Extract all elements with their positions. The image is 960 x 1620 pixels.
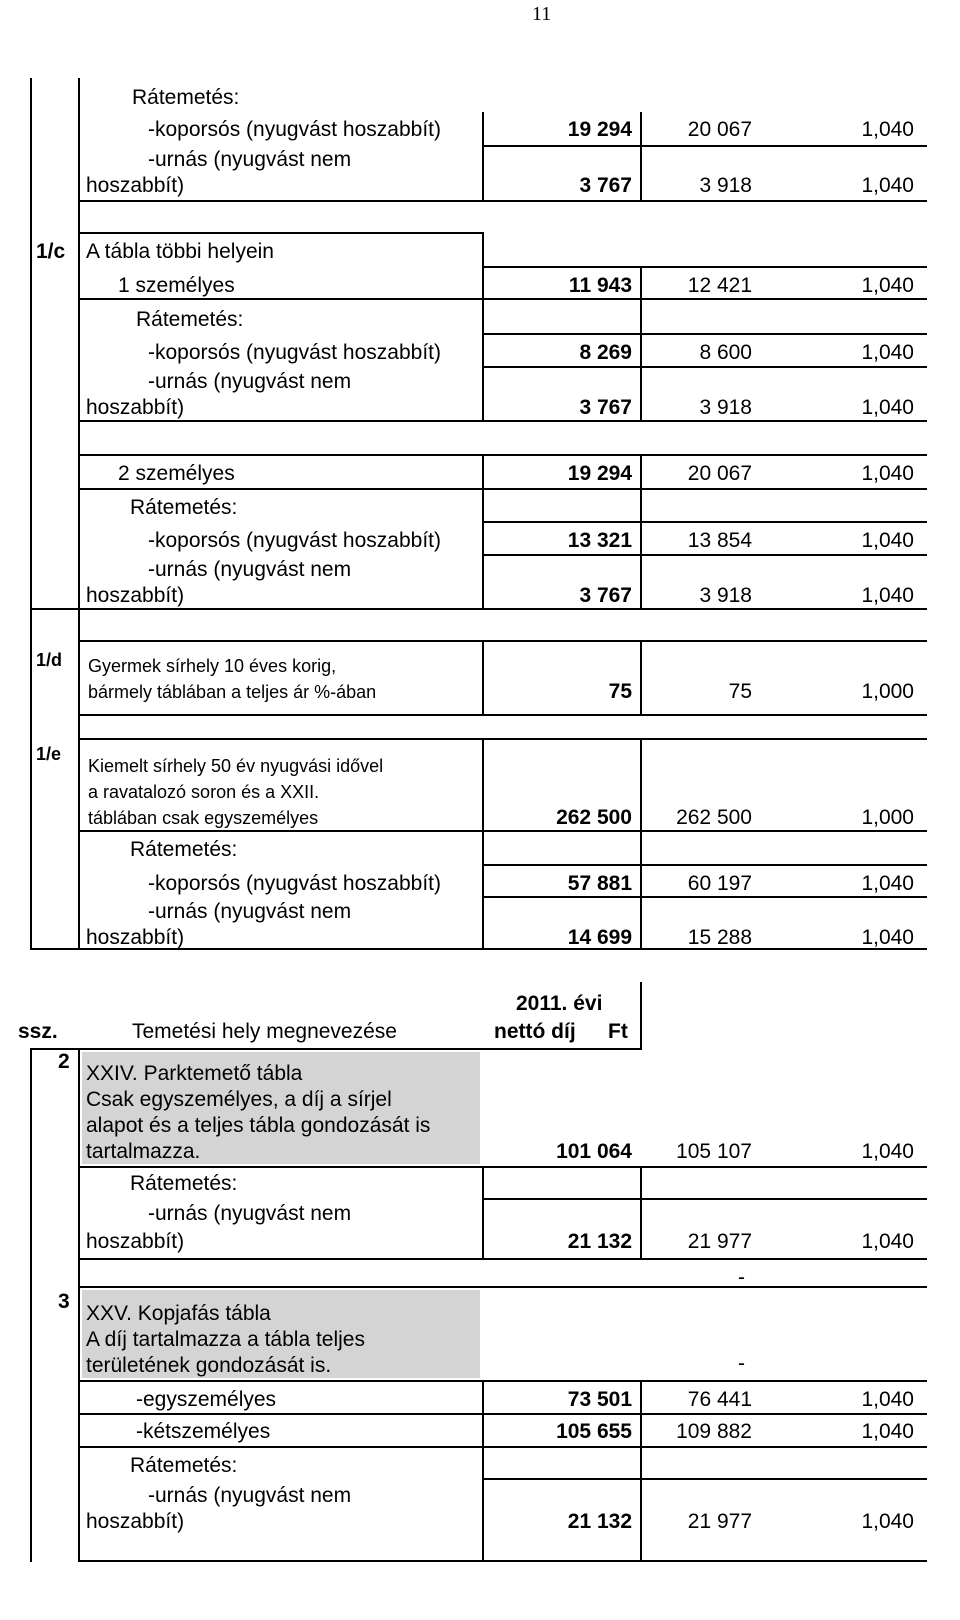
- value-cell: 20 067: [687, 462, 752, 485]
- col-border-ssz-2: [30, 1050, 32, 1562]
- value-cell: 21 977: [687, 1510, 752, 1533]
- row-label: táblában csak egyszemélyes: [88, 808, 319, 828]
- value-cell: 15 288: [687, 926, 752, 949]
- row-label: -kétszemélyes: [136, 1420, 271, 1443]
- value-cell: 75: [608, 680, 632, 703]
- value-cell: 3 767: [579, 174, 632, 197]
- row-line: [78, 1166, 927, 1168]
- value-cell: 19 294: [567, 118, 632, 141]
- value-cell: 262 500: [676, 806, 752, 829]
- header-bottom-line: [30, 1048, 642, 1050]
- ratemetes-label: Rátemetés:: [130, 496, 238, 519]
- value-cell: 105 655: [556, 1420, 632, 1443]
- header-name: Temetési hely megnevezése: [132, 1020, 397, 1043]
- value-cell: 21 132: [567, 1510, 632, 1533]
- header-ssz: ssz.: [18, 1020, 58, 1043]
- value-cell: 1,040: [861, 462, 914, 485]
- ratemetes-label: Rátemetés:: [136, 308, 244, 331]
- value-cell: 13 321: [567, 529, 632, 552]
- row-label: bármely táblában a teljes ár %-ában: [88, 682, 377, 702]
- value-cell: 3 918: [699, 174, 752, 197]
- row-label: a ravatalozó soron és a XXII.: [88, 782, 320, 802]
- row-label: A díj tartalmazza a tábla teljes: [86, 1328, 365, 1351]
- row-line: [78, 714, 927, 716]
- row-line: [482, 896, 927, 898]
- row-label: hoszabbít): [86, 584, 185, 607]
- row-line: [78, 298, 927, 300]
- value-cell: 1,040: [861, 1510, 914, 1533]
- row-id: 1/e: [36, 744, 62, 764]
- row-line: [78, 1446, 927, 1448]
- row-label: hoszabbít): [86, 1510, 185, 1533]
- row-label: -urnás (nyugvást nem: [148, 370, 352, 393]
- row-label: -koporsós (nyugvást hoszabbít): [148, 118, 441, 141]
- row-label: 1 személyes: [118, 274, 235, 297]
- col-border-name-2: [78, 1050, 80, 1562]
- value-cell: 3 918: [699, 396, 752, 419]
- section-title: A tábla többi helyein: [86, 240, 274, 263]
- value-cell: 1,000: [861, 680, 914, 703]
- row-line: [482, 366, 927, 368]
- value-cell: 1,000: [861, 806, 914, 829]
- value-cell: 262 500: [556, 806, 632, 829]
- value-cell: 19 294: [567, 462, 632, 485]
- value-cell: 105 107: [676, 1140, 752, 1163]
- row-label: -koporsós (nyugvást hoszabbít): [148, 529, 441, 552]
- row-id: 2: [58, 1050, 70, 1073]
- col-border-v2-e: [640, 738, 642, 950]
- row-label: területének gondozását is.: [86, 1354, 332, 1377]
- dash-cell: -: [738, 1352, 745, 1375]
- value-cell: 21 132: [567, 1230, 632, 1253]
- row-id: 1/c: [36, 240, 66, 263]
- row-line: [482, 554, 927, 556]
- col-border-ssz: [30, 78, 32, 950]
- value-cell: 21 977: [687, 1230, 752, 1253]
- value-cell: 109 882: [676, 1420, 752, 1443]
- ratemetes-label: Rátemetés:: [130, 838, 238, 861]
- row-line: [78, 830, 927, 832]
- row-label: Csak egyszemélyes, a díj a sírjel: [86, 1088, 392, 1111]
- row-line: [78, 1413, 927, 1415]
- value-cell: 13 854: [687, 529, 752, 552]
- row-label: hoszabbít): [86, 1230, 185, 1253]
- row-id: 3: [58, 1290, 70, 1313]
- row-label: -egyszemélyes: [136, 1388, 277, 1411]
- row-label: -urnás (nyugvást nem: [148, 1484, 352, 1507]
- row-line: [78, 1380, 927, 1382]
- row-line: [482, 145, 927, 147]
- row-line: [482, 1478, 927, 1480]
- value-cell: 11 943: [568, 274, 632, 297]
- value-cell: 75: [728, 680, 752, 703]
- header-year: 2011. évi: [516, 992, 603, 1015]
- row-line: [482, 864, 927, 866]
- col-border-v1-d: [482, 640, 484, 716]
- value-cell: 14 699: [567, 926, 632, 949]
- row-line: [482, 333, 927, 335]
- row-label: Gyermek sírhely 10 éves korig,: [88, 656, 337, 676]
- header-fee: nettó díj: [494, 1020, 576, 1043]
- row-line: [30, 608, 927, 610]
- value-cell: 3 767: [579, 584, 632, 607]
- value-cell: 1,040: [861, 1230, 914, 1253]
- value-cell: 8 269: [579, 341, 632, 364]
- col-border-header-right: [640, 982, 642, 1050]
- value-cell: 1,040: [861, 1388, 914, 1411]
- row-label: XXV. Kopjafás tábla: [86, 1302, 271, 1325]
- row-line: [78, 640, 927, 642]
- row-label: -koporsós (nyugvást hoszabbít): [148, 872, 441, 895]
- value-cell: 1,040: [861, 584, 914, 607]
- value-cell: 1,040: [861, 174, 914, 197]
- value-cell: 1,040: [861, 396, 914, 419]
- value-cell: 73 501: [567, 1388, 632, 1411]
- value-cell: 3 767: [579, 396, 632, 419]
- value-cell: 1,040: [861, 529, 914, 552]
- value-cell: 1,040: [861, 1420, 914, 1443]
- row-line: [78, 1258, 927, 1260]
- row-label: -urnás (nyugvást nem: [148, 558, 352, 581]
- row-label: -koporsós (nyugvást hoszabbít): [148, 341, 441, 364]
- row-line: [78, 200, 927, 202]
- row-line: [78, 420, 927, 422]
- value-cell: 1,040: [861, 926, 914, 949]
- value-cell: 8 600: [699, 341, 752, 364]
- ratemetes-label: Rátemetés:: [132, 86, 240, 109]
- ratemetes-label: Rátemetés:: [130, 1454, 238, 1477]
- ratemetes-label: Rátemetés:: [130, 1172, 238, 1195]
- row-line: [78, 454, 927, 456]
- page-number: 11: [532, 3, 552, 25]
- row-label: hoszabbít): [86, 174, 185, 197]
- value-cell: 20 067: [687, 118, 752, 141]
- row-label: XXIV. Parktemető tábla: [86, 1062, 303, 1085]
- row-label: 2 személyes: [118, 462, 235, 485]
- row-line: [78, 1560, 927, 1562]
- row-line: [482, 266, 927, 268]
- value-cell: 1,040: [861, 872, 914, 895]
- row-label: -urnás (nyugvást nem: [148, 148, 352, 171]
- row-line: [78, 738, 927, 740]
- row-label: -urnás (nyugvást nem: [148, 1202, 352, 1225]
- row-line: [78, 488, 927, 490]
- value-cell: 1,040: [861, 341, 914, 364]
- value-cell: 1,040: [861, 274, 914, 297]
- value-cell: 1,040: [861, 1140, 914, 1163]
- header-ft: Ft: [608, 1020, 628, 1043]
- row-line: [78, 232, 484, 234]
- row-id: 1/d: [36, 650, 63, 670]
- value-cell: 3 918: [699, 584, 752, 607]
- row-label: -urnás (nyugvást nem: [148, 900, 352, 923]
- value-cell: 101 064: [556, 1140, 632, 1163]
- row-label: alapot és a teljes tábla gondozását is: [86, 1114, 431, 1137]
- row-line: [482, 521, 927, 523]
- row-line: [78, 1286, 927, 1288]
- row-label: hoszabbít): [86, 926, 185, 949]
- col-border-v2-d: [640, 640, 642, 716]
- row-label: hoszabbít): [86, 396, 185, 419]
- col-border-name: [78, 78, 80, 950]
- value-cell: 12 421: [687, 274, 752, 297]
- value-cell: 76 441: [687, 1388, 752, 1411]
- row-label: tartalmazza.: [86, 1140, 201, 1163]
- value-cell: 57 881: [567, 872, 632, 895]
- value-cell: 1,040: [861, 118, 914, 141]
- value-cell: 60 197: [687, 872, 752, 895]
- row-line: [482, 1198, 927, 1200]
- col-border-v1-b: [482, 232, 484, 422]
- dash-cell: -: [738, 1266, 745, 1289]
- col-border-v1-e: [482, 738, 484, 950]
- row-label: Kiemelt sírhely 50 év nyugvási idővel: [88, 756, 384, 776]
